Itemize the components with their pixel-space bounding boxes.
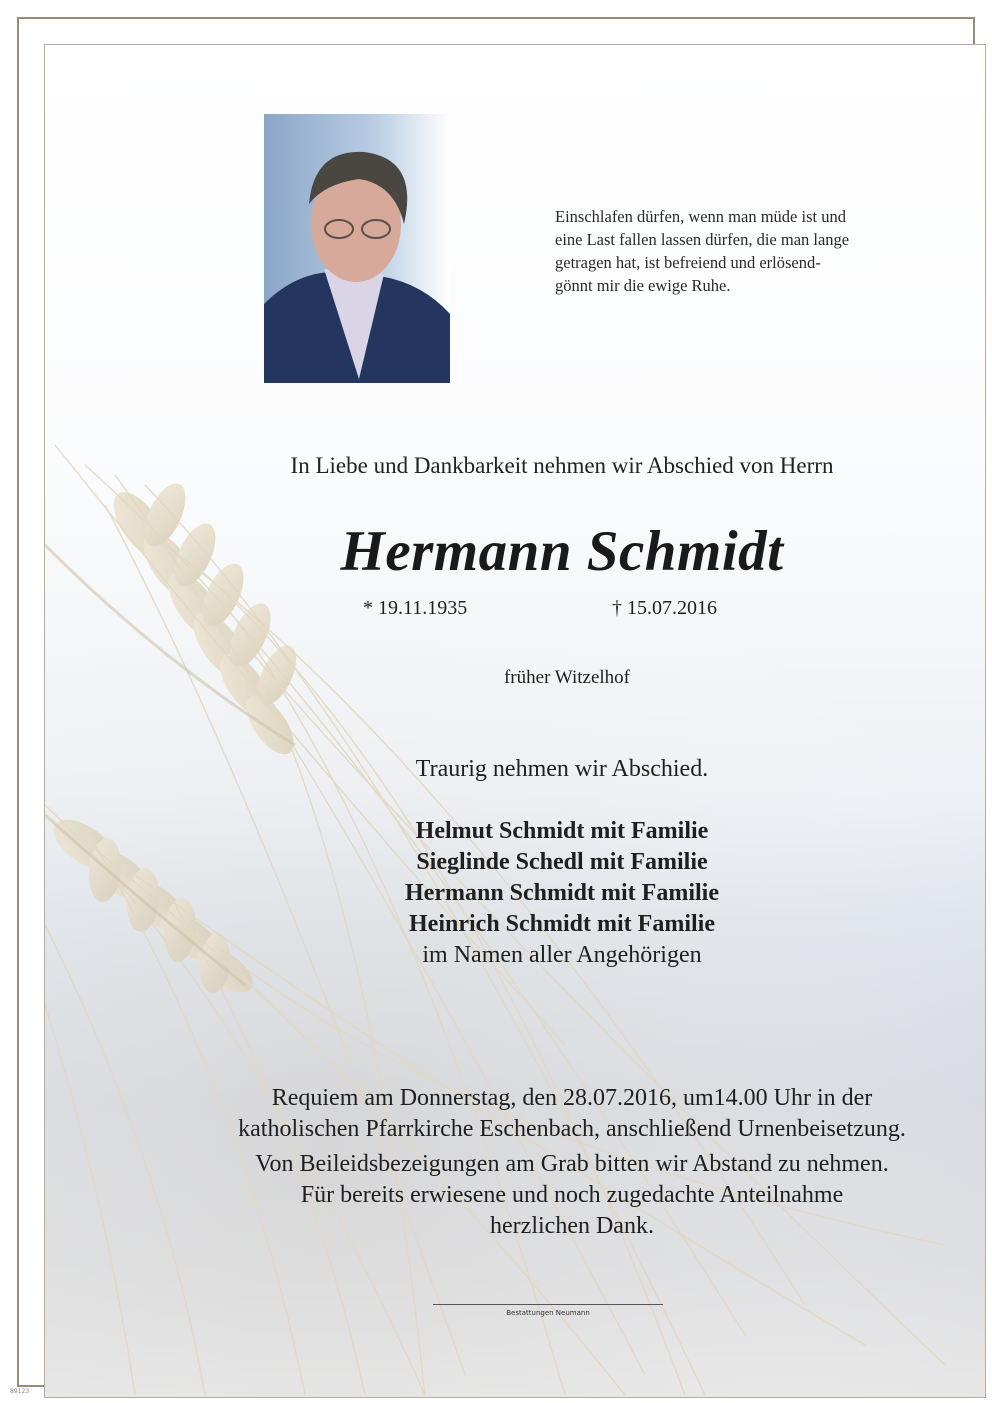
portrait-photo: [264, 114, 450, 383]
intro-text: In Liebe und Dankbarkeit nehmen wir Abschied von Herrn: [290, 453, 834, 478]
undertaker-divider: [433, 1304, 663, 1305]
poem-line: eine Last fallen lassen dürfen, die man lange: [555, 230, 850, 249]
footer-code: 89123: [10, 1388, 30, 1395]
service-info: [45, 1083, 986, 1145]
outer-frame: [17, 17, 975, 1387]
mourning-line: Traurig nehmen wir Abschied.: [415, 756, 709, 782]
family-closing: im Namen aller Angehörigen: [422, 942, 702, 968]
service-notes: [45, 1149, 986, 1242]
origin-text: früher Witzelhof: [503, 667, 631, 688]
deceased-name: Hermann Schmidt: [340, 520, 784, 583]
family-name: Sieglinde Schedl mit Familie: [416, 849, 708, 875]
inner-frame: [44, 44, 986, 1398]
poem-quote: [555, 205, 935, 297]
service-line: katholischen Pfarrkirche Eschenbach, anschließend Urnenbeisetzung.: [238, 1116, 906, 1142]
poem-line: gönnt mir die ewige Ruhe.: [555, 276, 731, 295]
birth-date: * 19.11.1935: [363, 597, 468, 619]
service-note: Für bereits erwiesene und noch zugedachte Anteilnahme: [300, 1182, 844, 1208]
service-note: herzlichen Dank.: [490, 1213, 654, 1239]
family-name: Hermann Schmidt mit Familie: [405, 880, 719, 906]
undertaker-name: Bestattungen Neumann: [506, 1309, 590, 1317]
family-list: [45, 816, 986, 971]
family-name: Heinrich Schmidt mit Familie: [409, 911, 715, 937]
family-name: Helmut Schmidt mit Familie: [415, 818, 709, 844]
service-line: Requiem am Donnerstag, den 28.07.2016, um14.00 Uhr in der: [271, 1085, 873, 1111]
service-note: Von Beileidsbezeigungen am Grab bitten wir Abstand zu nehmen.: [255, 1151, 889, 1177]
poem-line: getragen hat, ist befreiend und erlösend-: [555, 253, 821, 272]
death-date: † 15.07.2016: [612, 597, 717, 619]
poem-line: Einschlafen dürfen, wenn man müde ist und: [555, 207, 846, 226]
